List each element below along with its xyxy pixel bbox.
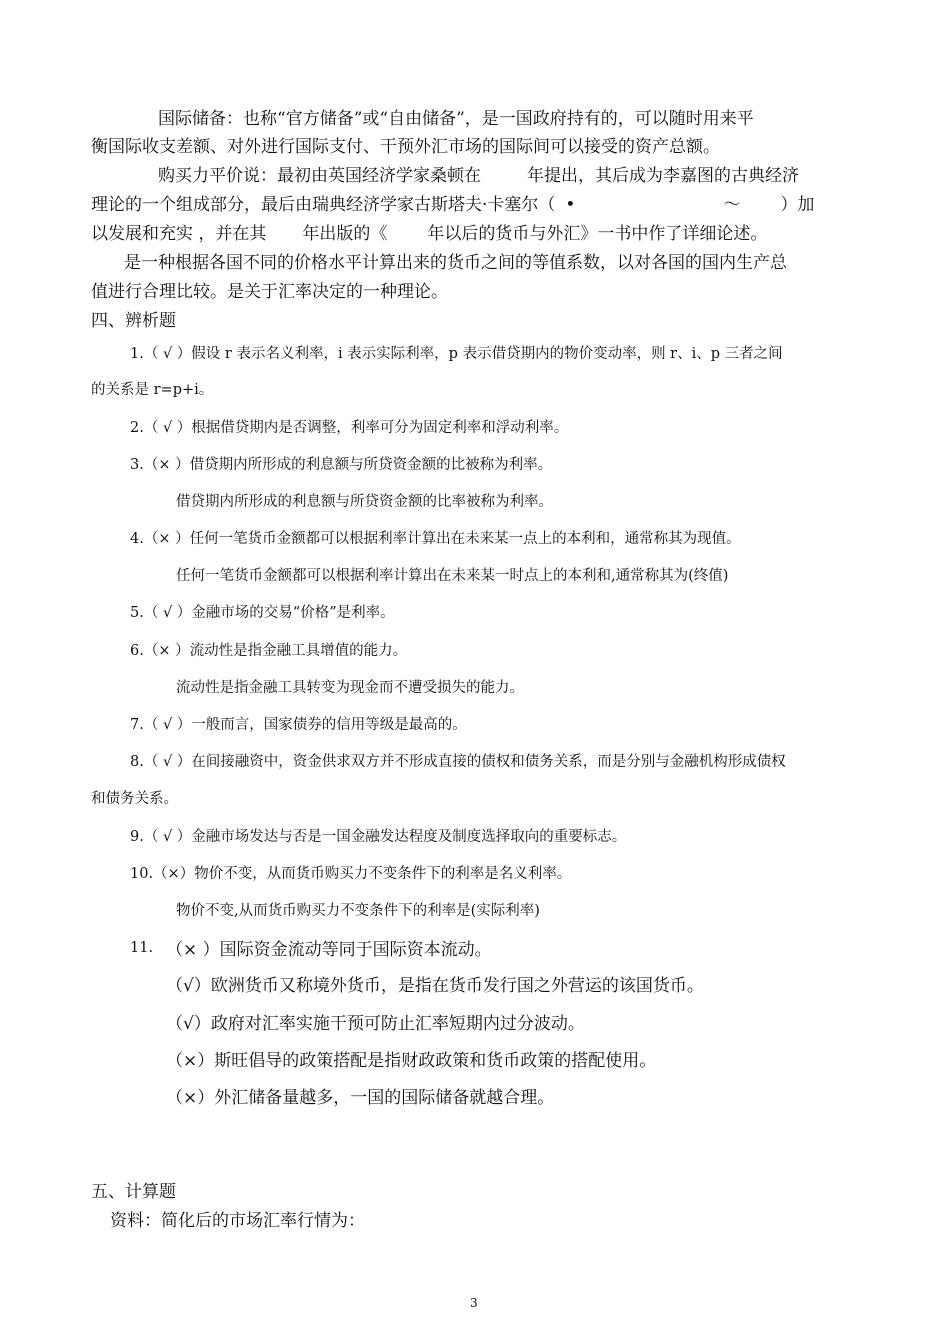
q1-line1: 1.（ √ ）假设 r 表示名义利率，i 表示实际利率，p 表示借贷期内的物价变动率，则 r、i、p 三者之间: [130, 346, 783, 362]
q8-line1: 8.（ √ ）在间接融资中，资金供求双方并不形成直接的债权和债务关系，而是分别与金融机构形成债权: [130, 754, 786, 770]
ppp-line5: 值进行合理比较。是关于汇率决定的一种理论。: [91, 282, 448, 302]
ppp-line2-dot: •: [565, 195, 576, 215]
q11: （× ）国际资金流动等同于国际资本流动。: [166, 940, 492, 960]
ppp-line1-part1: 购买力平价说：最初由英国经济学家桑顿在: [158, 166, 481, 186]
ppp-line4: 是一种根据各国不同的价格水平计算出来的货币之间的等值系数，以对各国的国内生产总: [124, 253, 787, 273]
q11c: （√）政府对汇率实施干预可防止汇率短期内过分波动。: [166, 1014, 585, 1034]
section5-heading: 五、计算题: [91, 1182, 176, 1202]
q1-line2: 的关系是 r=p+i。: [91, 382, 214, 398]
page-number: 3: [470, 1296, 478, 1310]
q3: 3.（× ）借贷期内所形成的利息额与所贷资金额的比被称为利率。: [130, 457, 553, 473]
q4: 4.（× ）任何一笔货币金额都可以根据利率计算出在未来某一点上的本利和，通常称其为现值。: [130, 531, 741, 547]
ppp-line3-part3: 年以后的货币与外汇》一书中作了详细论述。: [427, 224, 768, 244]
q7: 7.（ √ ）一般而言，国家债券的信用等级是最高的。: [130, 717, 467, 733]
q11e: （×）外汇储备量越多，一国的国际储备就越合理。: [166, 1088, 555, 1108]
ppp-line3-part1: 以发展和充实 ，并在其: [91, 224, 267, 244]
reserve-definition-line1: 国际储备：也称“官方储备”或“自由储备”，是一国政府持有的，可以随时用来平: [158, 109, 754, 129]
q10: 10.（×）物价不变，从而货币购买力不变条件下的利率是名义利率。: [130, 866, 572, 882]
section4-heading: 四、辨析题: [91, 311, 176, 331]
q6-correction: 流动性是指金融工具转变为现金而不遭受损失的能力。: [176, 680, 524, 696]
q4-correction: 任何一笔货币金额都可以根据利率计算出在未来某一时点上的本利和,通常称其为(终值): [176, 568, 729, 584]
q5: 5.（ √ ）金融市场的交易“价格”是利率。: [130, 605, 395, 621]
ppp-line2-part2: ）加: [780, 195, 815, 215]
q9: 9.（ √ ）金融市场发达与否是一国金融发达程度及制度选择取向的重要标志。: [130, 829, 627, 845]
q8-line2: 和债务关系。: [91, 791, 178, 807]
q3-correction: 借贷期内所形成的利息额与所贷资金额的比率被称为利率。: [176, 494, 553, 510]
q10-correction: 物价不变,从而货币购买力不变条件下的利率是(实际利率): [176, 903, 540, 919]
ppp-line2-tilde: ～: [723, 195, 741, 215]
ppp-line3-part2: 年出版的《: [302, 224, 388, 244]
ppp-line1: [158, 161, 799, 186]
q6: 6.（× ）流动性是指金融工具增值的能力。: [130, 643, 408, 659]
ppp-line1-part2: 年提出，其后成为李嘉图的古典经济: [527, 166, 799, 186]
reserve-definition-line2: 衡国际收支差额、对外进行国际支付、干预外汇市场的国际间可以接受的资产总额。: [91, 137, 720, 157]
section5-material: 资料：简化后的市场汇率行情为：: [110, 1211, 365, 1231]
q11b: （√）欧洲货币又称境外货币，是指在货币发行国之外营运的该国货币。: [166, 976, 704, 996]
q2: 2.（ √ ）根据借贷期内是否调整，利率可分为固定利率和浮动利率。: [130, 420, 569, 436]
ppp-line2: [91, 190, 814, 215]
q11-number: 11.: [130, 940, 154, 956]
ppp-line2-part1: 理论的一个组成部分，最后由瑞典经济学家古斯塔夫·卡塞尔（: [91, 195, 556, 215]
q11d: （×）斯旺倡导的政策搭配是指财政政策和货币政策的搭配使用。: [166, 1051, 657, 1071]
ppp-line3: [91, 219, 767, 244]
